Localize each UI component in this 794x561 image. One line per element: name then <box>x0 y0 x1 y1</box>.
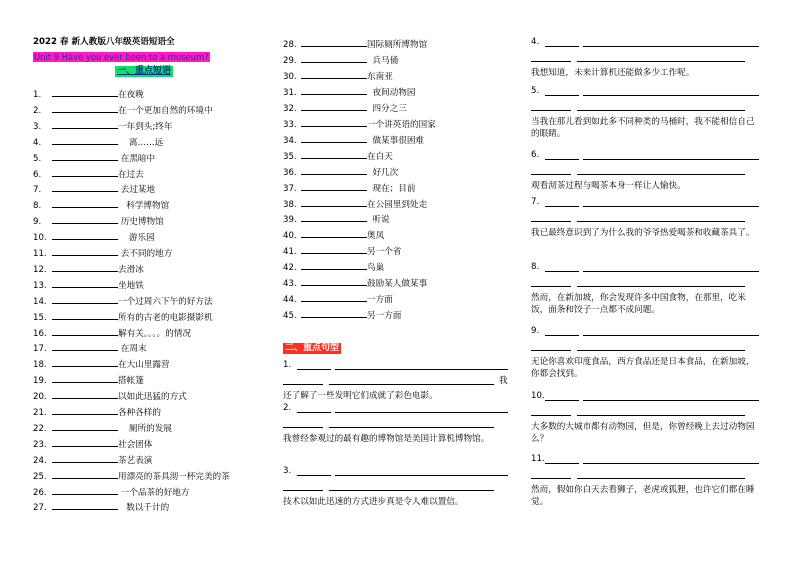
phrase-item <box>33 311 213 324</box>
phrase-number: 20. <box>33 392 47 403</box>
phrase-number: 5. <box>33 153 42 164</box>
sentence-line <box>531 454 545 465</box>
answer-blank[interactable] <box>52 104 118 113</box>
phrase-number: 4. <box>33 137 42 148</box>
phrase-item <box>33 120 172 133</box>
phrase-item <box>283 182 415 195</box>
answer-blank[interactable] <box>283 490 323 491</box>
answer-blank[interactable] <box>52 422 118 431</box>
phrase-item <box>33 358 170 371</box>
phrase-number: 43. <box>283 279 297 290</box>
phrase-text: 解有关。。。。的情况 <box>118 328 192 339</box>
phrase-number: 8. <box>33 201 42 212</box>
answer-blank[interactable] <box>52 168 118 177</box>
answer-blank[interactable] <box>52 454 118 463</box>
section-heading-phrases <box>115 66 173 77</box>
phrase-number: 7. <box>33 185 42 196</box>
answer-blank[interactable] <box>301 213 367 222</box>
answer-blank[interactable] <box>52 311 118 320</box>
sentence-line <box>531 262 539 273</box>
answer-blank[interactable] <box>531 478 571 479</box>
answer-blank[interactable] <box>52 438 118 447</box>
phrase-number: 45. <box>283 311 297 322</box>
phrase-number: 29. <box>283 55 297 66</box>
phrase-item <box>33 247 172 260</box>
phrase-text: 国际厕所博物馆 <box>367 40 428 50</box>
phrase-item <box>283 150 393 163</box>
phrase-item <box>33 501 169 514</box>
answer-blank[interactable] <box>297 369 331 370</box>
sentence-translation: 还了解了一些发明它们成就了彩色电影。 <box>283 391 438 401</box>
phrase-number: 13. <box>33 280 47 291</box>
phrase-item <box>283 102 407 115</box>
phrase-number: 23. <box>33 439 47 450</box>
answer-blank[interactable] <box>545 95 579 96</box>
answer-blank[interactable] <box>301 166 367 175</box>
answer-blank[interactable] <box>545 46 579 47</box>
phrase-text: 在公园里到处走 <box>367 199 428 210</box>
phrase-item <box>33 279 144 292</box>
phrase-text: 在周末 <box>118 344 147 355</box>
sentence-translation: 然而，假如你白天去看狮子，老虎或狐狸，也许它们都在睡觉。 <box>531 485 755 507</box>
sentence-number: 1. <box>283 360 292 370</box>
phrase-item <box>33 295 213 308</box>
phrase-text: 用漂亮的茶具沏一杯完美的茶 <box>118 471 230 482</box>
phrase-text: 好几次 <box>367 167 399 178</box>
unit-label: Unit 9 Have you ever been to a museum? <box>34 52 209 62</box>
answer-blank[interactable] <box>283 427 323 428</box>
phrase-text: 在黑暗中 <box>118 153 156 164</box>
phrase-item <box>33 104 213 117</box>
answer-blank[interactable] <box>531 350 571 351</box>
phrase-text: 去滑冰 <box>118 264 144 275</box>
answer-blank[interactable] <box>301 182 367 191</box>
sentence-number: 11. <box>531 454 545 464</box>
phrase-text: 一年到头;终年 <box>118 121 173 132</box>
answer-blank[interactable] <box>531 221 571 222</box>
phrase-text: 在大山里露营 <box>118 360 170 371</box>
sentence-line <box>283 466 291 477</box>
phrase-text: 在夜晚 <box>118 90 144 100</box>
phrase-number: 25. <box>33 471 47 482</box>
answer-blank[interactable] <box>52 486 118 495</box>
answer-blank[interactable] <box>577 415 745 416</box>
sentence-number: 3. <box>283 466 292 476</box>
phrase-text: 四分之三 <box>367 103 407 114</box>
answer-blank[interactable] <box>531 61 571 62</box>
phrase-text: 一个过周六下午的好方法 <box>118 296 213 307</box>
sentence-translation: 我想知道，未来计算机还能做多少工作呢。 <box>531 68 695 78</box>
answer-blank[interactable] <box>52 295 118 304</box>
phrase-number: 28. <box>283 40 297 50</box>
sentence-number: 6. <box>531 150 540 160</box>
answer-blank[interactable] <box>577 221 745 222</box>
phrase-number: 26. <box>33 487 47 498</box>
phrase-item <box>283 166 398 179</box>
answer-blank[interactable] <box>301 293 367 302</box>
phrase-text: 数以千计的 <box>118 503 170 514</box>
phrase-text: 游乐园 <box>118 233 155 244</box>
phrase-text: 社会团体 <box>118 439 153 450</box>
answer-blank[interactable] <box>583 206 759 207</box>
answer-blank[interactable] <box>301 229 367 238</box>
sentence-translation: 技术以如此迅速的方式进步真是令人难以置信。 <box>283 497 464 507</box>
phrase-number: 38. <box>283 199 297 210</box>
answer-blank[interactable] <box>301 134 367 143</box>
phrase-text: 一方面 <box>367 295 393 306</box>
answer-blank[interactable] <box>301 150 367 159</box>
answer-blank[interactable] <box>301 309 367 318</box>
answer-blank[interactable] <box>52 215 118 224</box>
answer-blank[interactable] <box>297 412 331 413</box>
sentence-number: 5. <box>531 86 540 96</box>
sentence-number: 2. <box>283 403 292 413</box>
answer-blank[interactable] <box>531 286 571 287</box>
answer-blank[interactable] <box>577 61 745 62</box>
phrase-number: 32. <box>283 103 297 114</box>
answer-blank[interactable] <box>52 279 118 288</box>
sentence-line <box>531 326 539 337</box>
phrase-item <box>33 438 152 451</box>
phrase-number: 17. <box>33 344 47 355</box>
phrase-item <box>283 213 390 226</box>
phrase-text: 另一个省 <box>367 247 402 258</box>
phrase-number: 40. <box>283 231 297 242</box>
phrase-item <box>283 54 398 67</box>
sentence-line <box>531 86 539 97</box>
answer-blank[interactable] <box>52 183 118 192</box>
phrase-text: 去不同的地方 <box>118 249 173 259</box>
phrase-item <box>283 70 393 83</box>
answer-blank[interactable] <box>545 335 579 336</box>
phrase-text: 兵马俑 <box>367 55 399 66</box>
phrase-number: 27. <box>33 503 47 514</box>
phrase-number: 37. <box>283 183 297 194</box>
phrase-number: 21. <box>33 408 47 418</box>
phrase-number: 33. <box>283 119 297 130</box>
answer-blank[interactable] <box>301 261 367 270</box>
phrase-number: 19. <box>33 376 47 387</box>
phrase-item <box>283 38 427 51</box>
answer-blank[interactable] <box>329 427 494 428</box>
phrase-item <box>33 470 230 483</box>
answer-blank[interactable] <box>577 286 745 287</box>
answer-blank[interactable] <box>531 174 571 175</box>
sentence-translation: 我已最终意识到了为什么我的爷爷热爱喝茶和收藏茶具了。 <box>531 228 755 238</box>
phrase-number: 11. <box>33 249 47 259</box>
phrase-item <box>33 152 155 165</box>
phrase-number: 3. <box>33 121 42 132</box>
sentence-line <box>531 391 545 402</box>
answer-blank[interactable] <box>577 478 745 479</box>
answer-blank[interactable] <box>301 70 367 79</box>
phrase-number: 12. <box>33 264 47 275</box>
answer-blank[interactable] <box>335 369 508 370</box>
answer-blank[interactable] <box>52 88 118 97</box>
answer-blank[interactable] <box>301 38 367 47</box>
phrase-item <box>283 245 401 258</box>
sentence-number: 9. <box>531 326 540 336</box>
answer-blank[interactable] <box>52 199 118 208</box>
phrase-text: 所有的古老的电影摄影机 <box>118 312 213 323</box>
phrase-number: 2. <box>33 105 42 116</box>
phrase-number: 35. <box>283 151 297 162</box>
phrase-item <box>283 118 436 131</box>
section-heading-phrases-label: 一、重点短语 <box>117 66 172 76</box>
phrase-text: 去过某地 <box>118 185 156 196</box>
phrase-number: 42. <box>283 263 297 274</box>
answer-blank[interactable] <box>583 159 759 160</box>
answer-blank[interactable] <box>583 95 759 96</box>
answer-blank[interactable] <box>297 475 331 476</box>
phrase-text: 做某事很困难 <box>367 135 425 146</box>
phrase-item <box>283 293 393 306</box>
phrase-text: 一个品茶的好地方 <box>118 487 190 498</box>
answer-blank[interactable] <box>583 271 759 272</box>
answer-blank[interactable] <box>531 110 571 111</box>
phrase-number: 39. <box>283 215 297 226</box>
phrase-text: 坐地铁 <box>118 280 144 291</box>
phrase-text: 离……远 <box>118 137 164 148</box>
phrase-item <box>33 263 144 276</box>
answer-blank[interactable] <box>335 475 508 476</box>
sentence-number: 4. <box>531 37 540 47</box>
phrase-number: 14. <box>33 296 47 307</box>
answer-blank[interactable] <box>52 470 118 479</box>
sentence-translation: 然而，在新加坡，你会发现许多中国食物，在那里，吃米饭，面条和饺子一点都不成问题。 <box>531 293 746 315</box>
document-title: 2022 春 新人教版八年级英语短语全 <box>33 37 175 47</box>
answer-blank[interactable] <box>52 231 118 240</box>
answer-blank[interactable] <box>335 412 508 413</box>
sentence-line <box>283 403 291 414</box>
answer-blank[interactable] <box>545 463 579 464</box>
phrase-item <box>33 168 144 181</box>
answer-blank[interactable] <box>52 327 118 336</box>
phrase-text: 茶艺表演 <box>118 455 153 466</box>
phrase-number: 44. <box>283 295 297 306</box>
answer-blank[interactable] <box>52 152 118 161</box>
answer-blank[interactable] <box>577 110 745 111</box>
phrase-item <box>33 454 152 467</box>
phrase-text: 鸟巢 <box>367 263 385 274</box>
phrase-text: 在白天 <box>367 151 393 162</box>
answer-blank[interactable] <box>52 342 118 351</box>
answer-blank[interactable] <box>329 490 494 491</box>
sentence-translation: 大多数的大城市都有动物园，但是，你曾经晚上去过动物园么？ <box>531 422 755 444</box>
sentence-number: 7. <box>531 197 540 207</box>
phrase-item <box>283 309 401 322</box>
phrase-item <box>33 406 161 419</box>
phrase-number: 6. <box>33 169 42 180</box>
answer-blank[interactable] <box>52 501 118 510</box>
phrase-item <box>33 199 169 212</box>
phrase-item <box>33 215 164 228</box>
phrase-item <box>283 261 384 274</box>
answer-blank[interactable] <box>52 247 118 256</box>
answer-blank[interactable] <box>52 136 118 145</box>
answer-blank[interactable] <box>301 54 367 63</box>
answer-blank[interactable] <box>583 400 759 401</box>
answer-blank[interactable] <box>301 86 367 95</box>
phrase-item <box>33 374 144 387</box>
section-heading-sentences <box>283 343 341 354</box>
answer-blank[interactable] <box>577 174 745 175</box>
sentence-line <box>531 197 539 208</box>
sentence-line-end: 我 <box>499 376 508 386</box>
phrase-number: 18. <box>33 360 47 371</box>
phrase-item <box>283 134 424 147</box>
phrase-item <box>33 390 187 403</box>
answer-blank[interactable] <box>301 198 367 207</box>
phrase-number: 41. <box>283 247 297 258</box>
phrase-item <box>33 183 155 196</box>
sentence-line <box>531 37 539 48</box>
answer-blank[interactable] <box>283 384 323 385</box>
phrase-item <box>33 422 172 435</box>
phrase-number: 36. <box>283 167 297 178</box>
phrase-item <box>283 277 427 290</box>
phrase-text: 奥凤 <box>367 231 385 242</box>
answer-blank[interactable] <box>531 415 571 416</box>
answer-blank[interactable] <box>52 120 118 129</box>
phrase-item <box>33 231 155 244</box>
phrase-text: 鼓励某人做某事 <box>367 279 428 290</box>
answer-blank[interactable] <box>52 263 118 272</box>
answer-blank[interactable] <box>577 350 745 351</box>
unit-heading <box>33 52 210 64</box>
phrase-number: 31. <box>283 87 297 98</box>
phrase-text: 夜间动物园 <box>367 87 416 98</box>
answer-blank[interactable] <box>301 277 367 286</box>
phrase-item <box>33 486 189 499</box>
phrase-item <box>33 342 147 355</box>
sentence-translation: 我曾经参观过的最有趣的博物馆是美国计算机博物馆。 <box>283 434 490 444</box>
phrase-text: 现在；目前 <box>367 183 416 194</box>
phrase-number: 1. <box>33 90 42 100</box>
answer-blank[interactable] <box>545 400 579 401</box>
phrase-text: 在过去 <box>118 169 144 180</box>
phrase-text: 听说 <box>367 215 390 226</box>
answer-blank[interactable] <box>52 406 118 415</box>
phrase-item <box>283 229 384 242</box>
phrase-item <box>33 136 163 149</box>
phrase-item <box>283 198 427 211</box>
answer-blank[interactable] <box>301 245 367 254</box>
sentence-translation: 无论你喜欢印度食品，西方食品还是日本食品，在新加坡，你都会找到。 <box>531 357 755 379</box>
phrase-number: 24. <box>33 455 47 466</box>
phrase-item <box>33 88 144 101</box>
phrase-number: 16. <box>33 328 47 339</box>
phrase-number: 9. <box>33 217 42 228</box>
answer-blank[interactable] <box>583 463 759 464</box>
sentence-number: 10. <box>531 391 545 401</box>
phrase-text: 另一方面 <box>367 311 402 322</box>
phrase-text: 东南亚 <box>367 71 393 82</box>
phrase-text: 科学博物馆 <box>118 201 170 212</box>
answer-blank[interactable] <box>545 271 579 272</box>
answer-blank[interactable] <box>329 384 494 385</box>
phrase-text: 历史博物馆 <box>118 217 164 228</box>
phrase-text: 在一个更加自然的环境中 <box>118 105 213 116</box>
answer-blank[interactable] <box>545 206 579 207</box>
answer-blank[interactable] <box>301 102 367 111</box>
answer-blank[interactable] <box>583 335 759 336</box>
phrase-text: 搭帐篷 <box>118 376 144 387</box>
answer-blank[interactable] <box>583 46 759 47</box>
section-heading-sentences-label: 二、重点句型 <box>285 343 340 353</box>
answer-blank[interactable] <box>52 390 118 399</box>
phrase-text: 以如此迅猛的方式 <box>118 392 187 403</box>
sentence-line <box>531 150 539 161</box>
sentence-translation: 当我在那儿看到如此多不同种类的马桶时，我不能相信自己的眼睛。 <box>531 117 755 139</box>
answer-blank[interactable] <box>545 159 579 160</box>
phrase-text: 厕所的发展 <box>118 423 172 434</box>
sentence-translation: 观看沏茶过程与喝茶本身一样让人愉快。 <box>531 181 686 191</box>
phrase-text: 一个讲英语的国家 <box>367 119 436 130</box>
sentence-line <box>283 360 291 371</box>
phrase-number: 10. <box>33 233 47 244</box>
answer-blank[interactable] <box>52 358 118 367</box>
answer-blank[interactable] <box>52 374 118 383</box>
phrase-item <box>283 86 415 99</box>
phrase-text: 各种各样的 <box>118 408 161 418</box>
phrase-number: 30. <box>283 71 297 82</box>
phrase-number: 34. <box>283 135 297 146</box>
sentence-number: 8. <box>531 262 540 272</box>
phrase-number: 15. <box>33 312 47 323</box>
phrase-item <box>33 327 191 340</box>
phrase-number: 22. <box>33 423 47 434</box>
answer-blank[interactable] <box>301 118 367 127</box>
